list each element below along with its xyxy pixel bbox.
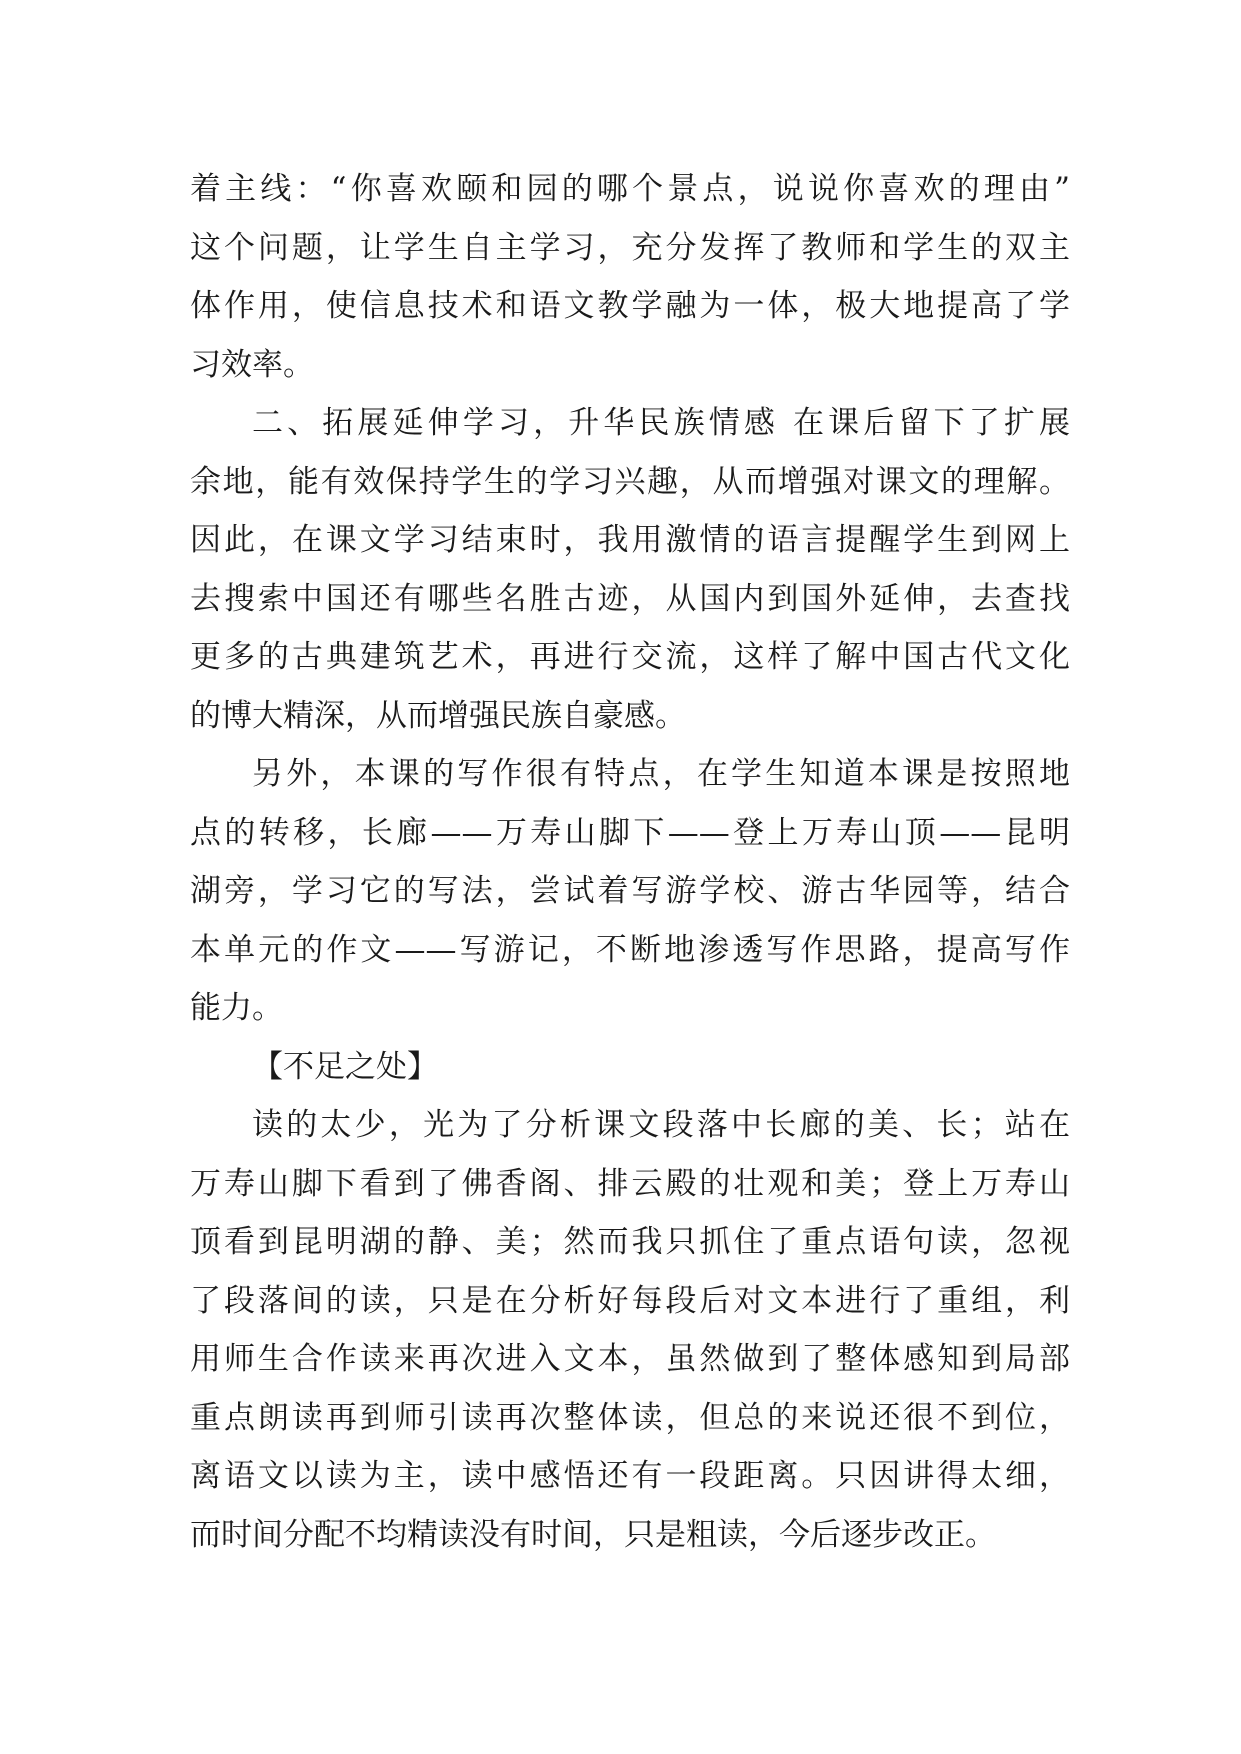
- paragraph: [190, 745, 1070, 1038]
- text-line: 离语文以读为主，读中感悟还有一段距离。只因讲得太细，: [190, 1458, 1070, 1494]
- document-body: [190, 160, 1070, 1564]
- text-line: 湖旁，学习它的写法，尝试着写游学校、游古华园等，结合: [190, 873, 1070, 909]
- text-line: 这个问题，让学生自主学习，充分发挥了教师和学生的双主: [190, 229, 1070, 266]
- paragraph: [190, 1038, 1070, 1097]
- text-line: 二、拓展延伸学习，升华民族情感 在课后留下了扩展: [252, 405, 1070, 441]
- text-line: 更多的古典建筑艺术，再进行交流，这样了解中国古代文化: [190, 639, 1070, 675]
- text-line: 顶看到昆明湖的静、美；然而我只抓住了重点语句读，忽视: [190, 1224, 1070, 1260]
- text-line: 本单元的作文——写游记，不断地渗透写作思路，提高写作: [190, 931, 1070, 968]
- paragraph: [190, 1096, 1070, 1564]
- text-line: 的博大精深，从而增强民族自豪感。: [190, 697, 686, 734]
- text-line: 【不足之处】: [252, 1048, 438, 1085]
- text-line: 能力。: [190, 990, 283, 1026]
- text-line: 因此，在课文学习结束时，我用激情的语言提醒学生到网上: [190, 522, 1070, 558]
- text-line: 点的转移，长廊——万寿山脚下——登上万寿山顶——昆明: [190, 814, 1070, 851]
- text-line: 着主线：“你喜欢颐和园的哪个景点，说说你喜欢的理由”: [190, 171, 1070, 207]
- text-line: 另外，本课的写作很有特点，在学生知道本课是按照地: [252, 756, 1070, 792]
- text-line: 而时间分配不均精读没有时间，只是粗读，今后逐步改正。: [190, 1516, 996, 1553]
- paragraph: [190, 394, 1070, 745]
- text-line: 去搜索中国还有哪些名胜古迹，从国内到国外延伸，去查找: [190, 580, 1070, 617]
- text-line: 了段落间的读，只是在分析好每段后对文本进行了重组，利: [190, 1282, 1070, 1319]
- text-line: 万寿山脚下看到了佛香阁、排云殿的壮观和美；登上万寿山: [190, 1165, 1070, 1202]
- text-line: 用师生合作读来再次进入文本，虽然做到了整体感知到局部: [190, 1341, 1070, 1377]
- text-line: 读的太少，光为了分析课文段落中长廊的美、长；站在: [252, 1107, 1070, 1143]
- paragraph: [190, 160, 1070, 394]
- text-line: 体作用，使信息技术和语文教学融为一体，极大地提高了学: [190, 288, 1070, 324]
- text-line: 习效率。: [190, 346, 314, 383]
- text-line: 重点朗读再到师引读再次整体读，但总的来说还很不到位，: [190, 1399, 1070, 1436]
- text-line: 余地，能有效保持学生的学习兴趣，从而增强对课文的理解。: [190, 463, 1070, 500]
